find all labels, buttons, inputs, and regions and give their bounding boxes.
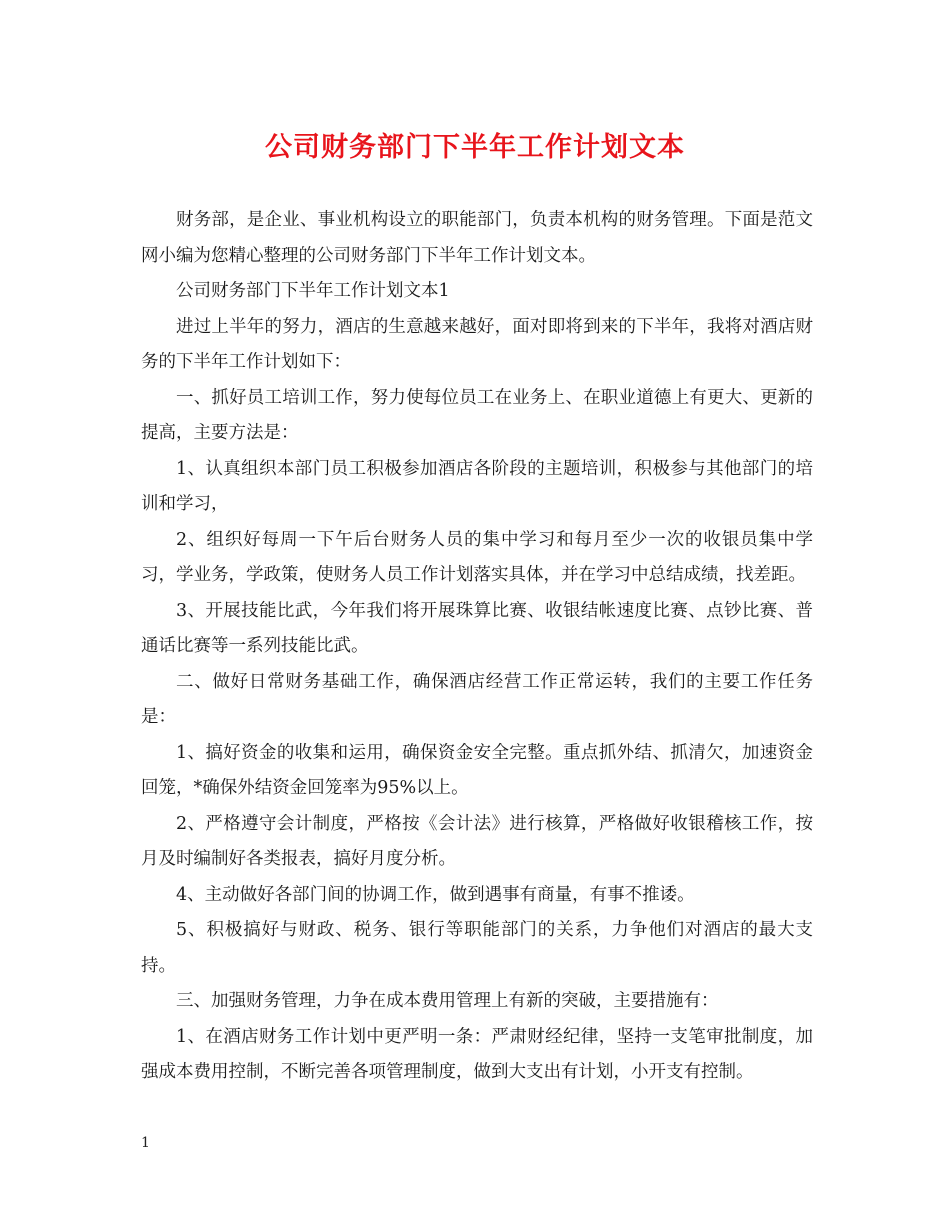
- paragraph: 1、搞好资金的收集和运用，确保资金安全完整。重点抓外结、抓清欠，加速资金回笼，*确保外结资金回笼率为95%以上。: [141, 742, 813, 798]
- paragraph: 3、开展技能比武，今年我们将开展珠算比赛、收银结帐速度比赛、点钞比赛、普通话比赛等一系列技能比武。: [141, 600, 813, 656]
- paragraph: 二、做好日常财务基础工作，确保酒店经营工作正常运转，我们的主要工作任务是：: [141, 671, 813, 727]
- paragraph: 5、积极搞好与财政、税务、银行等职能部门的关系，力争他们对酒店的最大支持。: [141, 920, 813, 976]
- paragraph: 公司财务部门下半年工作计划文本1: [176, 281, 450, 301]
- paragraph: 财务部，是企业、事业机构设立的职能部门，负责本机构的财务管理。下面是范文网小编为您精心整理的公司财务部门下半年工作计划文本。: [141, 210, 813, 266]
- paragraph: 1、在酒店财务工作计划中更严明一条：严肃财经纪律，坚持一支笔审批制度，加强成本费用控制，不断完善各项管理制度，做到大支出有计划，小开支有控制。: [141, 1026, 813, 1082]
- page-number: 1: [141, 1135, 150, 1151]
- paragraph: 4、主动做好各部门间的协调工作，做到遇事有商量，有事不推诿。: [176, 884, 695, 905]
- paragraph: 三、加强财务管理，力争在成本费用管理上有新的突破，主要措施有：: [176, 991, 719, 1011]
- paragraph: 进过上半年的努力，酒店的生意越来越好，面对即将到来的下半年，我将对酒店财务的下半年工作计划如下：: [141, 316, 813, 372]
- paragraph: 2、组织好每周一下午后台财务人员的集中学习和每月至少一次的收银员集中学习，学业务，学政策，使财务人员工作计划落实具体，并在学习中总结成绩，找差距。: [141, 529, 813, 585]
- document-title: 公司财务部门下半年工作计划文本: [265, 132, 685, 163]
- document-body: [141, 203, 813, 1091]
- paragraph: 2、严格遵守会计制度，严格按《会计法》进行核算，严格做好收银稽核工作，按月及时编制好各类报表，搞好月度分析。: [141, 813, 813, 869]
- paragraph: 1、认真组织本部门员工积极参加酒店各阶段的主题培训，积极参与其他部门的培训和学习，: [141, 458, 813, 514]
- paragraph: 一、抓好员工培训工作，努力使每位员工在业务上、在职业道德上有更大、更新的提高，主要方法是：: [141, 387, 813, 443]
